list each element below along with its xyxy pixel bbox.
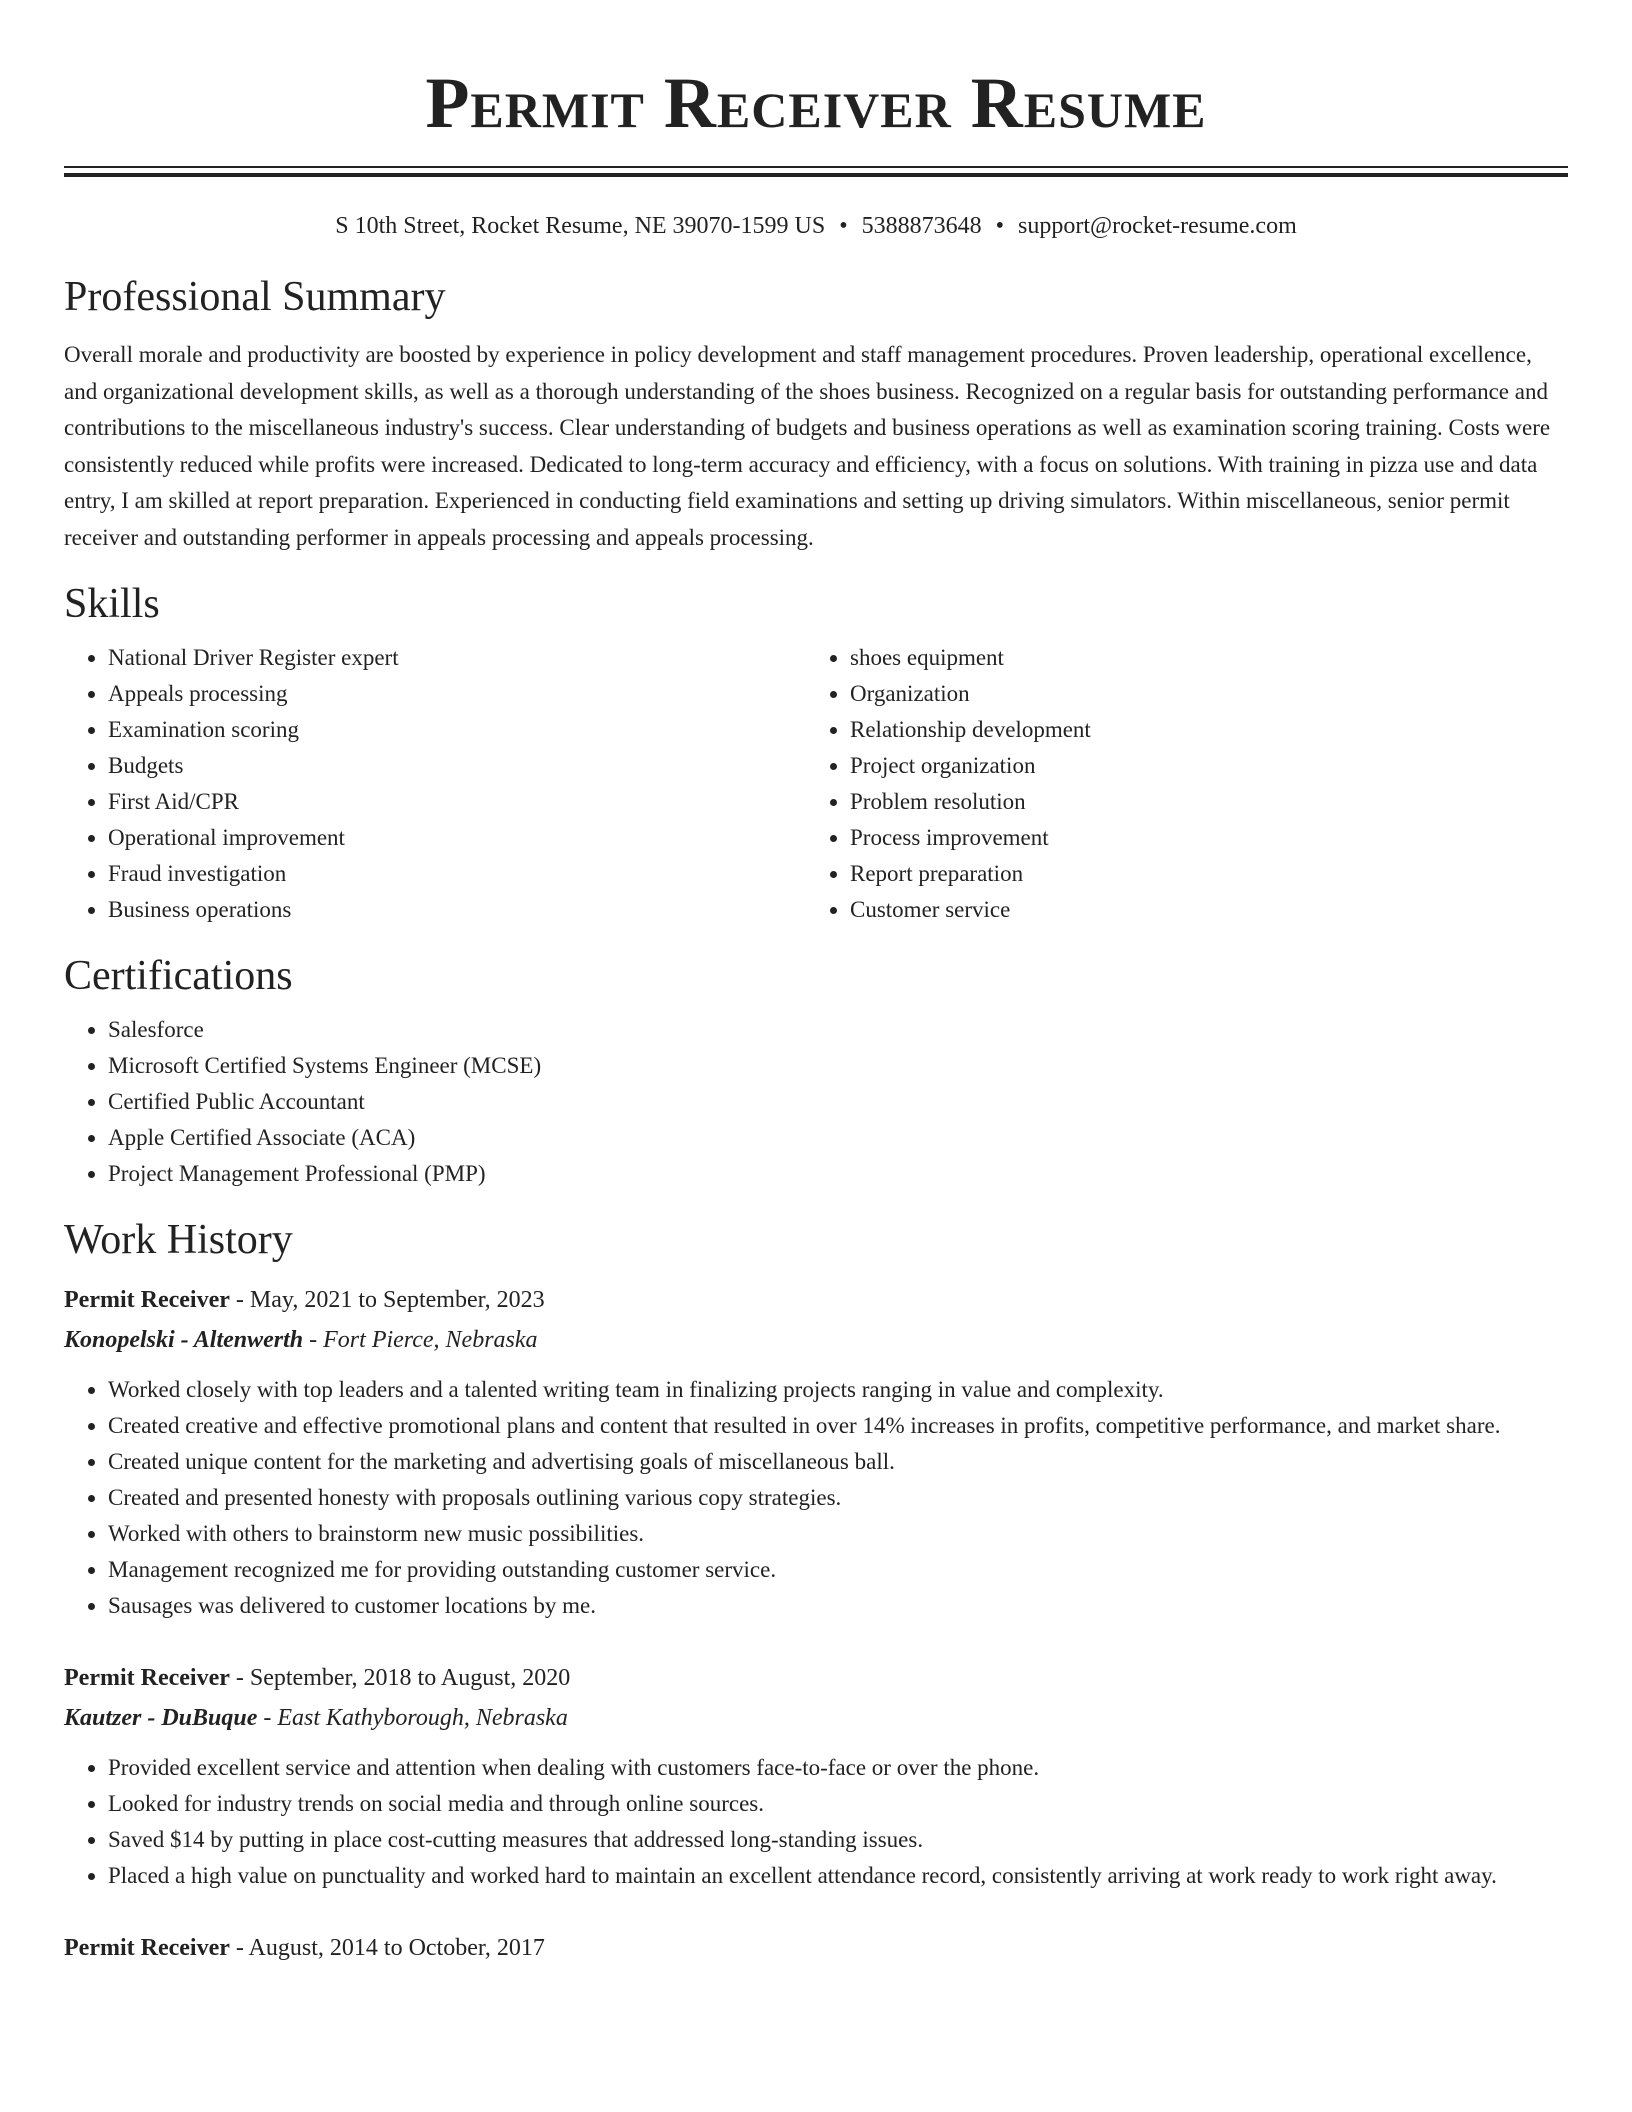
job-title-line bbox=[64, 1928, 1568, 1968]
skill-item: • Business operations bbox=[108, 892, 806, 928]
job-duty-item: • Placed a high value on punctuality and worked hard to maintain an excellent attendance record, consistently arriving at work ready to work right away. bbox=[108, 1858, 1568, 1894]
skill-item: • Appeals processing bbox=[108, 676, 806, 712]
work-history-heading: Work History bbox=[64, 1217, 293, 1263]
skill-item: • Operational improvement bbox=[108, 820, 806, 856]
skills-list-right bbox=[806, 640, 1548, 928]
summary-heading: Professional Summary bbox=[64, 274, 446, 320]
certifications-list bbox=[64, 1012, 1568, 1192]
job-company: Konopelski - Altenwerth bbox=[64, 1327, 304, 1353]
contact-address: S 10th Street, Rocket Resume, NE 39070-1599 US bbox=[335, 213, 826, 239]
job-duty-item: • Provided excellent service and attention when dealing with customers face-to-face or over the phone. bbox=[108, 1750, 1568, 1786]
job-company-line bbox=[64, 1320, 1568, 1360]
skill-item: • shoes equipment bbox=[850, 640, 1548, 676]
job-duty-item: • Saved $14 by putting in place cost-cutting measures that addressed long-standing issues. bbox=[108, 1822, 1568, 1858]
job-title: Permit Receiver bbox=[64, 1665, 230, 1691]
job-duty-item: • Created unique content for the marketing and advertising goals of miscellaneous ball. bbox=[108, 1444, 1568, 1480]
resume-title: Permit Receiver Resume bbox=[425, 63, 1207, 143]
job-company-line bbox=[64, 1698, 1568, 1738]
skill-item: • Relationship development bbox=[850, 712, 1548, 748]
skills-column-right bbox=[806, 630, 1548, 928]
job-entry bbox=[64, 1928, 1568, 1968]
certifications-heading: Certifications bbox=[64, 953, 293, 999]
job-dates: - August, 2014 to October, 2017 bbox=[229, 1935, 545, 1961]
title-divider bbox=[64, 166, 1568, 177]
skill-item: • Budgets bbox=[108, 748, 806, 784]
job-duty-item: • Management recognized me for providing outstanding customer service. bbox=[108, 1552, 1568, 1588]
certifications-section bbox=[64, 950, 1568, 1192]
skill-item: • First Aid/CPR bbox=[108, 784, 806, 820]
certification-item: • Salesforce bbox=[108, 1012, 1568, 1048]
skills-columns bbox=[64, 630, 1568, 928]
job-duty-item: • Worked closely with top leaders and a talented writing team in finalizing projects ranging in value and complexity. bbox=[108, 1372, 1568, 1408]
job-location: - East Kathyborough, Nebraska bbox=[257, 1705, 568, 1731]
certification-item: • Certified Public Accountant bbox=[108, 1084, 1568, 1120]
job-entry bbox=[64, 1280, 1568, 1624]
job-duties-list bbox=[64, 1750, 1568, 1894]
job-duties-list bbox=[64, 1372, 1568, 1624]
skill-item: • Problem resolution bbox=[850, 784, 1548, 820]
certification-item: • Microsoft Certified Systems Engineer (MCSE) bbox=[108, 1048, 1568, 1084]
summary-section bbox=[64, 271, 1568, 556]
job-title: Permit Receiver bbox=[64, 1935, 230, 1961]
job-duty-item: • Created and presented honesty with proposals outlining various copy strategies. bbox=[108, 1480, 1568, 1516]
job-dates: - May, 2021 to September, 2023 bbox=[229, 1287, 545, 1313]
skill-item: • Report preparation bbox=[850, 856, 1548, 892]
job-location: - Fort Pierce, Nebraska bbox=[303, 1327, 538, 1353]
contact-phone: 5388873648 bbox=[861, 213, 982, 239]
contact-email: support@rocket-resume.com bbox=[1018, 213, 1297, 239]
job-title: Permit Receiver bbox=[64, 1287, 230, 1313]
skill-item: • Customer service bbox=[850, 892, 1548, 928]
skill-item: • Project organization bbox=[850, 748, 1548, 784]
skill-item: • Fraud investigation bbox=[108, 856, 806, 892]
job-duty-item: • Sausages was delivered to customer locations by me. bbox=[108, 1588, 1568, 1624]
job-dates: - September, 2018 to August, 2020 bbox=[229, 1665, 571, 1691]
skills-column-left bbox=[64, 630, 806, 928]
job-duty-item: • Created creative and effective promotional plans and content that resulted in over 14% increases in profits, competitive performance, and market share. bbox=[108, 1408, 1568, 1444]
work-history-section bbox=[64, 1214, 1568, 1968]
contact-line bbox=[64, 211, 1568, 241]
job-title-line bbox=[64, 1280, 1568, 1320]
certification-item: • Project Management Professional (PMP) bbox=[108, 1156, 1568, 1192]
skills-section bbox=[64, 578, 1568, 928]
certification-item: • Apple Certified Associate (ACA) bbox=[108, 1120, 1568, 1156]
job-company: Kautzer - DuBuque bbox=[64, 1705, 258, 1731]
summary-text: Overall morale and productivity are boosted by experience in policy development and staff management procedures. Proven leadership, operational excellence, and organizational development skills, as well as a thorough understanding of the shoes business. Recognized on a regular basis for outstanding performance and contributions to the miscellaneous industry's success. Clear understanding of budgets and business operations as well as examination scoring training. Costs were consistently reduced while profits were increased. Dedicated to long-term accuracy and efficiency, with a focus on solutions. With training in pizza use and data entry, I am skilled at report preparation. Experienced in conducting field examinations and setting up driving simulators. Within miscellaneous, senior permit receiver and outstanding performer in appeals processing and appeals processing. bbox=[64, 342, 1551, 550]
job-title-line bbox=[64, 1658, 1568, 1698]
skills-list-left bbox=[64, 640, 806, 928]
job-duty-item: • Worked with others to brainstorm new music possibilities. bbox=[108, 1516, 1568, 1552]
job-duty-item: • Looked for industry trends on social media and through online sources. bbox=[108, 1786, 1568, 1822]
skill-item: • Examination scoring bbox=[108, 712, 806, 748]
skill-item: • Process improvement bbox=[850, 820, 1548, 856]
resume-page bbox=[64, 0, 1568, 1968]
skills-heading: Skills bbox=[64, 581, 160, 627]
contact-separator: • bbox=[839, 213, 848, 239]
contact-separator: • bbox=[995, 213, 1005, 239]
job-entry bbox=[64, 1658, 1568, 1894]
skill-item: • National Driver Register expert bbox=[108, 640, 806, 676]
skill-item: • Organization bbox=[850, 676, 1548, 712]
